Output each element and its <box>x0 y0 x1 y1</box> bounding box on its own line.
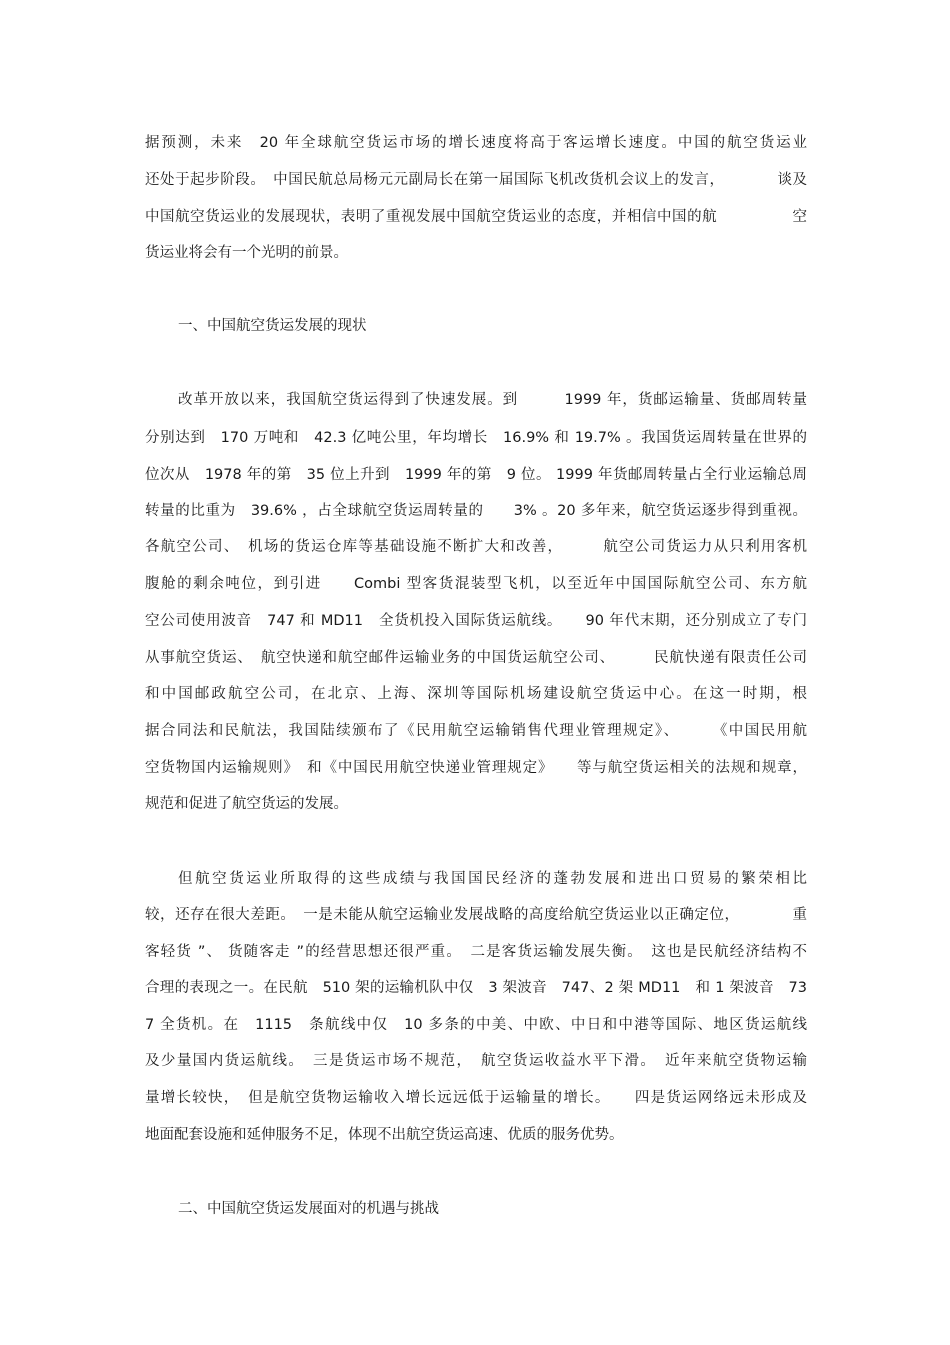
s1-p1-line-12: 规范和促进了航空货运的发展。 <box>145 796 348 812</box>
s1-p1-line-3: 位次从 1978 年的第 35 位上升到 1999 年的第 9 位。 1999 年货邮周转量占全行业运输总周 <box>145 467 807 483</box>
s1-p2-line-2: 较，还存在很大差距。 一是未能从航空运输业发展战略的高度给航空货运业以正确定位， 重 <box>145 907 807 923</box>
section-1-heading: 一、中国航空货运发展的现状 <box>178 318 367 334</box>
s1-p1-line-4: 转量的比重为 39.6% ，占全球航空货运周转量的 3% 。20 多年来，航空货运逐步得到重视。 <box>145 503 807 519</box>
s1-p2-line-4: 合理的表现之一。在民航 510 架的运输机队中仅 3 架波音 747、2 架 MD11 和 1 架波音 73 <box>145 980 807 996</box>
s1-p1-line-1: 改革开放以来，我国航空货运得到了快速发展。到 1999 年，货邮运输量、货邮周转量 <box>178 392 807 408</box>
section-2-heading: 二、中国航空货运发展面对的机遇与挑战 <box>178 1201 439 1217</box>
s1-p1-line-10: 据合同法和民航法，我国陆续颁布了《民用航空运输销售代理业管理规定》、 《中国民用航 <box>145 723 807 739</box>
s1-p2-line-5: 7 全货机。在 1115 条航线中仅 10 多条的中美、中欧、中日和中港等国际、地区货运航线 <box>145 1017 807 1033</box>
intro-line-3: 中国航空货运业的发展现状，表明了重视发展中国航空货运业的态度，并相信中国的航 空 <box>145 209 807 225</box>
s1-p2-line-8: 地面配套设施和延伸服务不足，体现不出航空货运高速、优质的服务优势。 <box>145 1127 624 1143</box>
s1-p1-line-2: 分别达到 170 万吨和 42.3 亿吨公里，年均增长 16.9% 和 19.7% 。我国货运周转量在世界的 <box>145 430 807 446</box>
s1-p2-line-7: 量增长较快， 但是航空货物运输收入增长远远低于运输量的增长。 四是货运网络远未形成及 <box>145 1090 807 1106</box>
intro-line-1: 据预测，未来 20 年全球航空货运市场的增长速度将高于客运增长速度。中国的航空货运业 <box>145 135 807 151</box>
s1-p2-line-6: 及少量国内货运航线。 三是货运市场不规范， 航空货运收益水平下滑。 近年来航空货物运输 <box>145 1053 807 1069</box>
s1-p1-line-8: 从事航空货运、 航空快递和航空邮件运输业务的中国货运航空公司、 民航快递有限责任公司 <box>145 650 807 666</box>
intro-line-4: 货运业将会有一个光明的前景。 <box>145 245 348 261</box>
s1-p1-line-7: 空公司使用波音 747 和 MD11 全货机投入国际货运航线。 90 年代末期，还分别成立了专门 <box>145 613 807 629</box>
s1-p1-line-6: 腹舱的剩余吨位，到引进 Combi 型客货混装型飞机，以至近年中国国际航空公司、东方航 <box>145 576 807 592</box>
s1-p1-line-5: 各航空公司、 机场的货运仓库等基础设施不断扩大和改善， 航空公司货运力从只利用客机 <box>145 539 807 555</box>
s1-p1-line-11: 空货物国内运输规则》 和《中国民用航空快递业管理规定》 等与航空货运相关的法规和规章， <box>145 760 807 776</box>
intro-line-2: 还处于起步阶段。 中国民航总局杨元元副局长在第一届国际飞机改货机会议上的发言， 谈及 <box>145 172 807 188</box>
s1-p1-line-9: 和中国邮政航空公司，在北京、上海、深圳等国际机场建设航空货运中心。在这一时期，根 <box>145 686 807 702</box>
s1-p2-line-3: 客轻货 ”、 货随客走 ”的经营思想还很严重。 二是客货运输发展失衡。 这也是民航经济结构不 <box>145 944 807 960</box>
s1-p2-line-1: 但航空货运业所取得的这些成绩与我国国民经济的蓬勃发展和进出口贸易的繁荣相比 <box>178 871 807 887</box>
